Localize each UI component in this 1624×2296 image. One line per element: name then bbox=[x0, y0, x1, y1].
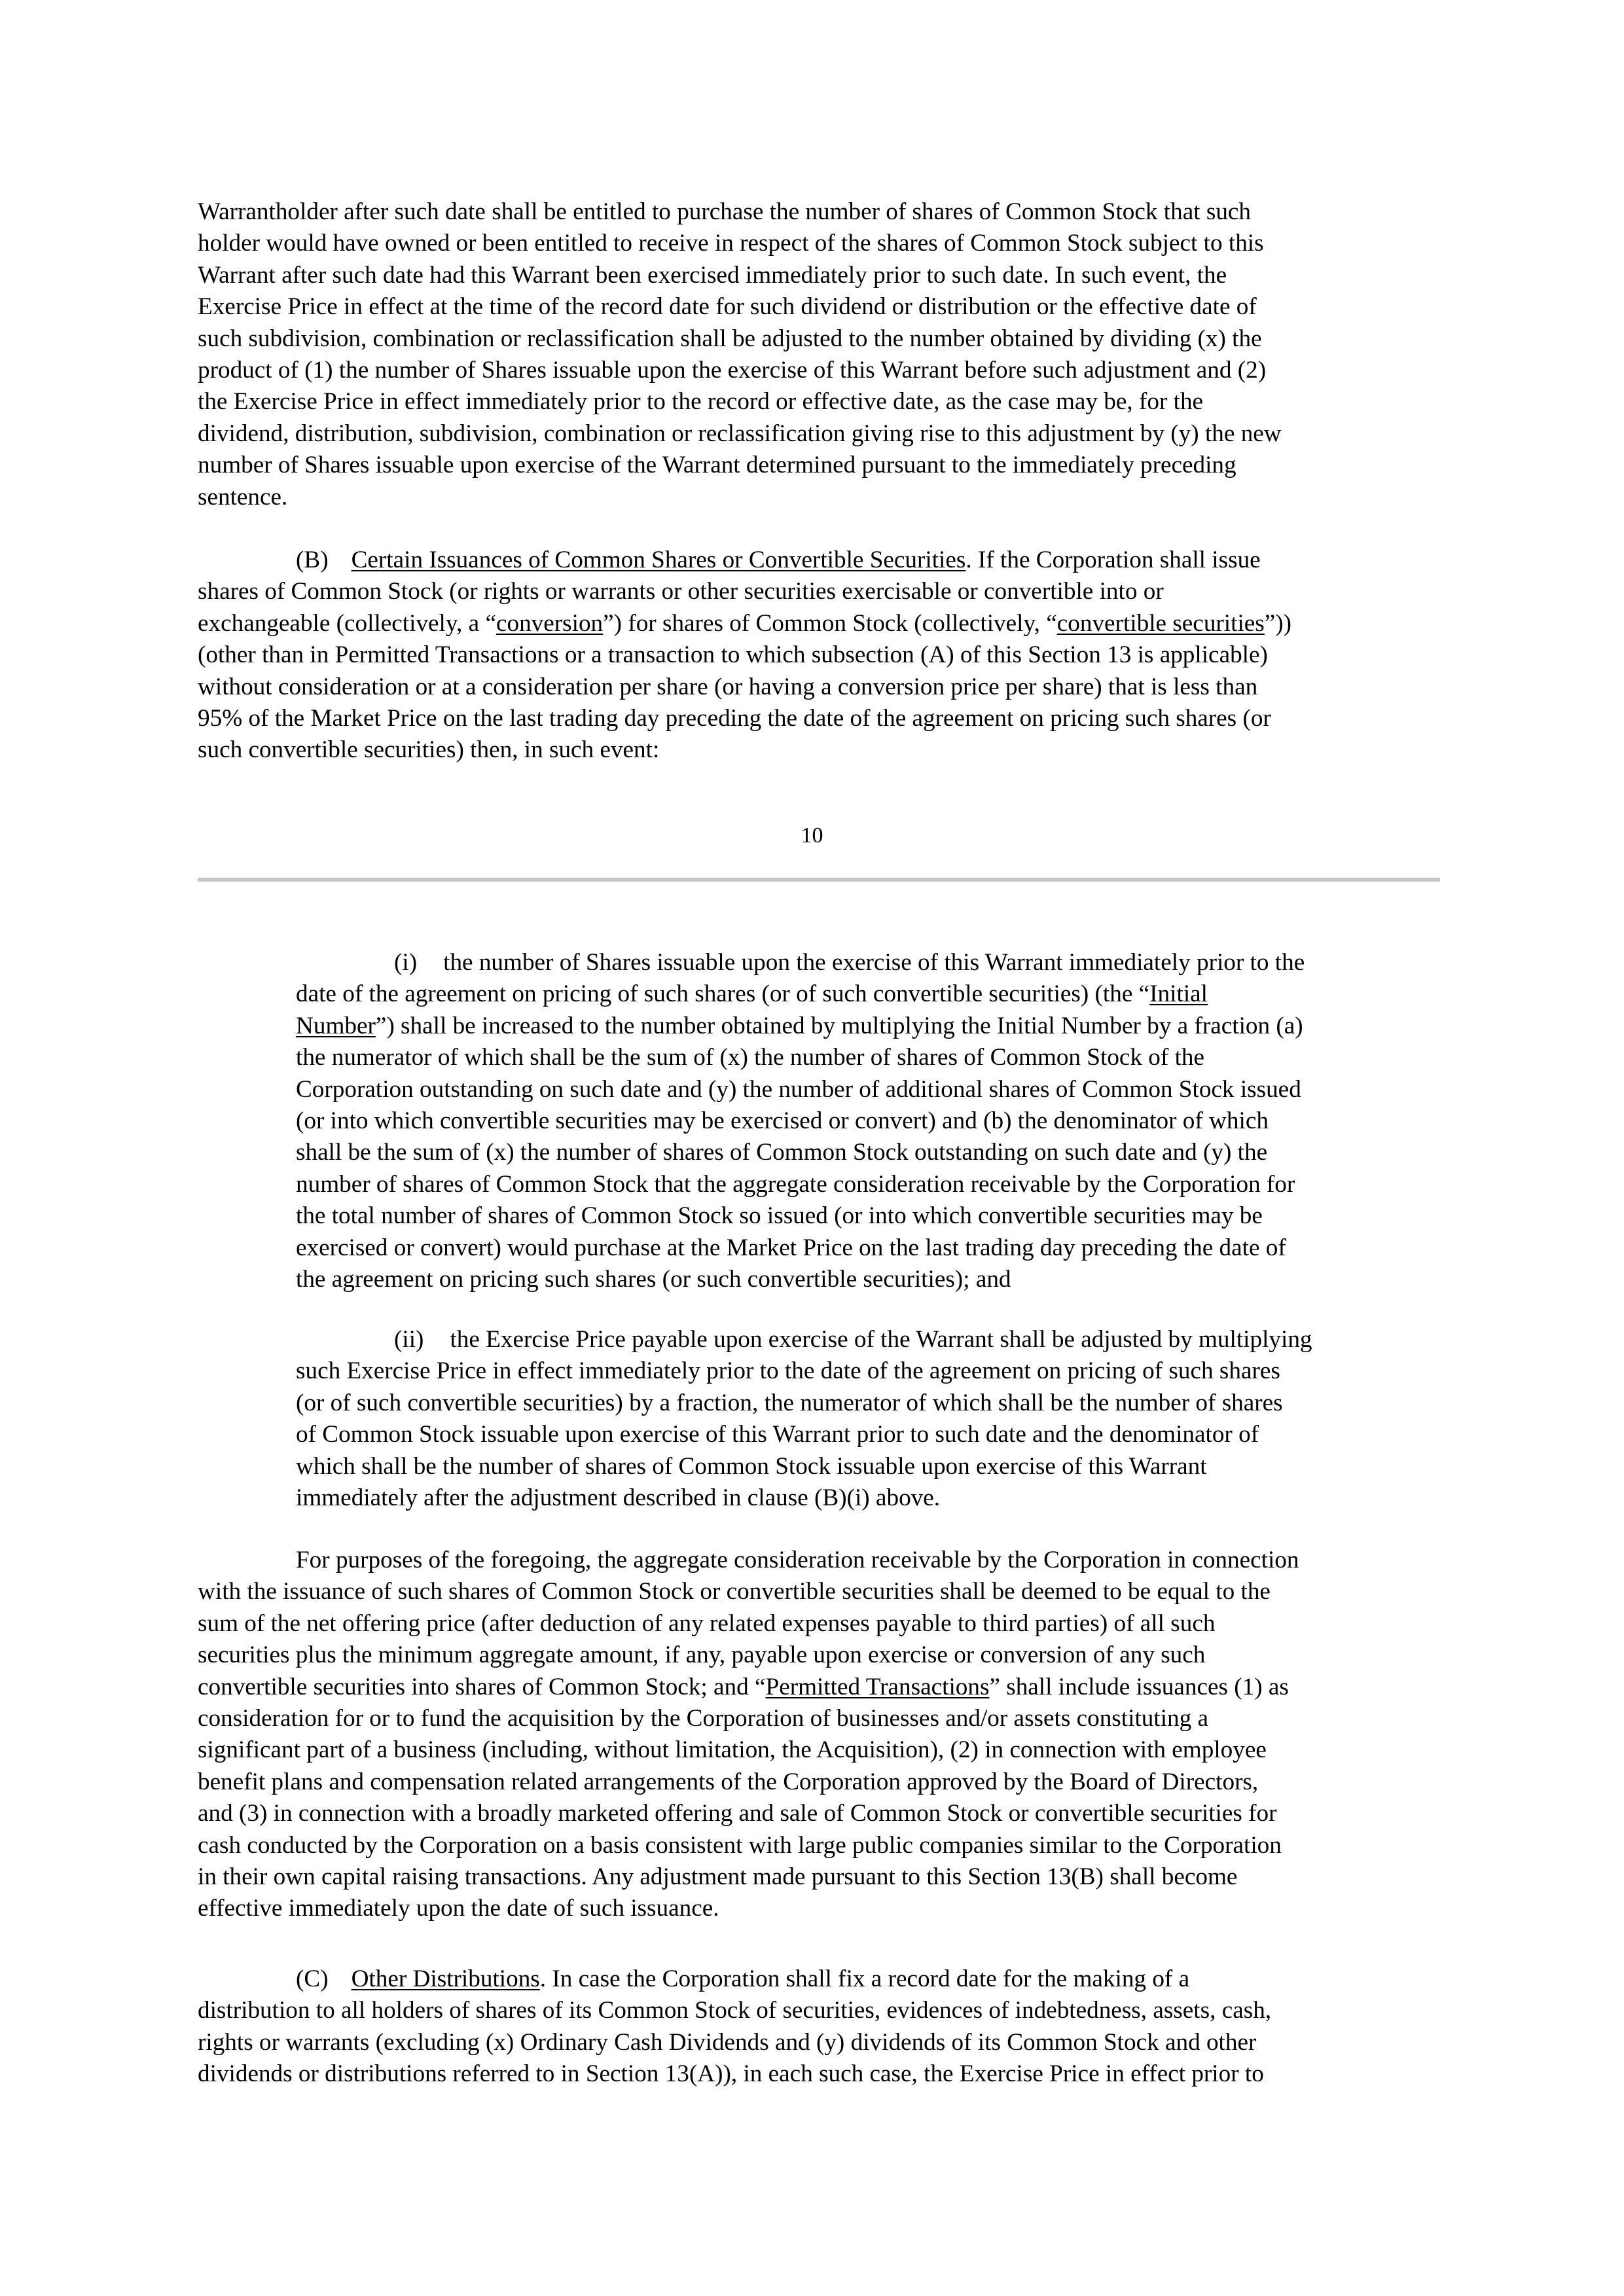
text-line: without consideration or at a consideration per share (or having a conversion price per share) that is less than bbox=[198, 673, 1258, 700]
clause-label: (i) bbox=[394, 949, 418, 976]
defined-term: conversion bbox=[496, 609, 604, 637]
text-line: number of Shares issuable upon exercise of the Warrant determined pursuant to the immediately preceding bbox=[198, 452, 1236, 479]
page-number: 10 bbox=[801, 823, 823, 848]
clause-i bbox=[296, 947, 1440, 1295]
text-line: (or into which convertible securities may be exercised or convert) and (b) the denominator of which bbox=[296, 1107, 1269, 1135]
text-line: the total number of shares of Common Stock so issued (or into which convertible securities may be bbox=[296, 1202, 1263, 1230]
text-line: convertible securities into shares of Common Stock; and “Permitted Transactions” shall include issuances (1) as bbox=[198, 1673, 1289, 1700]
text-line: such convertible securities) then, in such event: bbox=[198, 736, 660, 764]
defined-term: Permitted Transactions bbox=[765, 1673, 990, 1700]
text-line: (C) Other Distributions. In case the Corporation shall fix a record date for the making of a bbox=[296, 1965, 1190, 1992]
section-heading: Other Distributions bbox=[351, 1965, 540, 1992]
text-line: 95% of the Market Price on the last trading day preceding the date of the agreement on pricing such shares (or bbox=[198, 705, 1271, 732]
text-line: distribution to all holders of shares of its Common Stock of securities, evidences of indebtedness, assets, cash, bbox=[198, 1997, 1272, 2024]
text-line: (other than in Permitted Transactions or a transaction to which subsection (A) of this Section 13 is applicable) bbox=[198, 641, 1268, 669]
text-line: cash conducted by the Corporation on a basis consistent with large public companies similar to the Corporation bbox=[198, 1831, 1282, 1859]
text-line: significant part of a business (including, without limitation, the Acquisition), (2) in connection with employee bbox=[198, 1736, 1267, 1764]
page-separator bbox=[198, 878, 1440, 882]
text-line: dividend, distribution, subdivision, combination or reclassification giving rise to this adjustment by (y) the new bbox=[198, 420, 1282, 447]
text-line: (i) the number of Shares issuable upon the exercise of this Warrant immediately prior to the bbox=[394, 949, 1305, 976]
text-line: immediately after the adjustment described in clause (B)(i) above. bbox=[296, 1484, 941, 1512]
text-line: Corporation outstanding on such date and (y) the number of additional shares of Common Stock issued bbox=[296, 1075, 1301, 1103]
text-line: such Exercise Price in effect immediately prior to the date of the agreement on pricing of such shares bbox=[296, 1357, 1280, 1385]
text-line: and (3) in connection with a broadly marketed offering and sale of Common Stock or convertible securities for bbox=[198, 1800, 1277, 1827]
for-purposes-paragraph bbox=[198, 1545, 1440, 1925]
section-label: (C) bbox=[296, 1965, 329, 1992]
text-line: (ii) the Exercise Price payable upon exercise of the Warrant shall be adjusted by multiplying bbox=[394, 1326, 1312, 1353]
clause-label: (ii) bbox=[394, 1326, 424, 1353]
text-line: with the issuance of such shares of Common Stock or convertible securities shall be deemed to be equal to the bbox=[198, 1578, 1271, 1605]
text-line: the numerator of which shall be the sum of (x) the number of shares of Common Stock of the bbox=[296, 1044, 1205, 1071]
text-line: Warrantholder after such date shall be entitled to purchase the number of shares of Common Stock that such bbox=[198, 198, 1252, 225]
text-line: sum of the net offering price (after deduction of any related expenses payable to third parties) of all such bbox=[198, 1609, 1216, 1637]
text-line: Number”) shall be increased to the number obtained by multiplying the Initial Number by a fraction (a) bbox=[296, 1012, 1303, 1039]
text-line: (or of such convertible securities) by a fraction, the numerator of which shall be the number of shares bbox=[296, 1389, 1283, 1416]
text-line: (B) Certain Issuances of Common Shares or Convertible Securities. If the Corporation shall issue bbox=[296, 547, 1261, 573]
clause-ii bbox=[296, 1324, 1440, 1514]
text-line: sentence. bbox=[198, 483, 288, 511]
section-b-paragraph bbox=[198, 545, 1440, 766]
text-line: effective immediately upon the date of such issuance. bbox=[198, 1895, 719, 1922]
defined-term: Number bbox=[296, 1012, 376, 1039]
section-label: (B) bbox=[296, 547, 329, 573]
text-line: dividends or distributions referred to in Section 13(A)), in each such case, the Exercise Price in effect prior to bbox=[198, 2060, 1264, 2088]
text-line: in their own capital raising transactions. Any adjustment made pursuant to this Section 13(B) shall become bbox=[198, 1863, 1238, 1891]
text-line: Warrant after such date had this Warrant been exercised immediately prior to such date. In such event, the bbox=[198, 261, 1227, 289]
text-line: shares of Common Stock (or rights or warrants or other securities exercisable or convertible into or bbox=[198, 578, 1164, 605]
text-line: consideration for or to fund the acquisition by the Corporation of businesses and/or assets constituting a bbox=[198, 1705, 1209, 1732]
text-line: Exercise Price in effect at the time of the record date for such dividend or distribution or the effective date of bbox=[198, 293, 1257, 321]
text-line: rights or warrants (excluding (x) Ordinary Cash Dividends and (y) dividends of its Common Stock and other bbox=[198, 2028, 1257, 2056]
text-line: such subdivision, combination or reclassification shall be adjusted to the number obtained by dividing (x) the bbox=[198, 325, 1262, 352]
section-c-paragraph bbox=[198, 1964, 1440, 2090]
text-line: the Exercise Price in effect immediately prior to the record or effective date, as the case may be, for the bbox=[198, 388, 1204, 416]
text-line: which shall be the number of shares of Common Stock issuable upon exercise of this Warrant bbox=[296, 1452, 1207, 1480]
paragraph-continuation bbox=[198, 196, 1440, 513]
defined-term: convertible securities bbox=[1056, 609, 1265, 637]
text-line: For purposes of the foregoing, the aggregate consideration receivable by the Corporation in connection bbox=[296, 1547, 1299, 1573]
text-line: date of the agreement on pricing of such shares (or of such convertible securities) (the “Initial bbox=[296, 980, 1208, 1008]
text-line: of Common Stock issuable upon exercise of this Warrant prior to such date and the denominator of bbox=[296, 1421, 1259, 1448]
text-line: exercised or convert) would purchase at the Market Price on the last trading day preceding the date of bbox=[296, 1234, 1286, 1261]
text-line: benefit plans and compensation related arrangements of the Corporation approved by the Board of Directors, bbox=[198, 1768, 1259, 1795]
text-line: number of shares of Common Stock that the aggregate consideration receivable by the Corporation for bbox=[296, 1170, 1295, 1198]
text-line: exchangeable (collectively, a “conversion”) for shares of Common Stock (collectively, “convertible securities”)) bbox=[198, 609, 1292, 637]
section-heading: Certain Issuances of Common Shares or Convertible Securities bbox=[351, 547, 966, 573]
defined-term: Initial bbox=[1149, 980, 1208, 1008]
text-line: holder would have owned or been entitled to receive in respect of the shares of Common Stock subject to this bbox=[198, 230, 1264, 257]
text-line: product of (1) the number of Shares issuable upon the exercise of this Warrant before such adjustment and (2) bbox=[198, 357, 1267, 384]
text-line: securities plus the minimum aggregate amount, if any, payable upon exercise or conversion of any such bbox=[198, 1641, 1206, 1669]
text-line: shall be the sum of (x) the number of shares of Common Stock outstanding on such date and (y) the bbox=[296, 1139, 1268, 1166]
text-line: the agreement on pricing such shares (or such convertible securities); and bbox=[296, 1266, 1011, 1293]
